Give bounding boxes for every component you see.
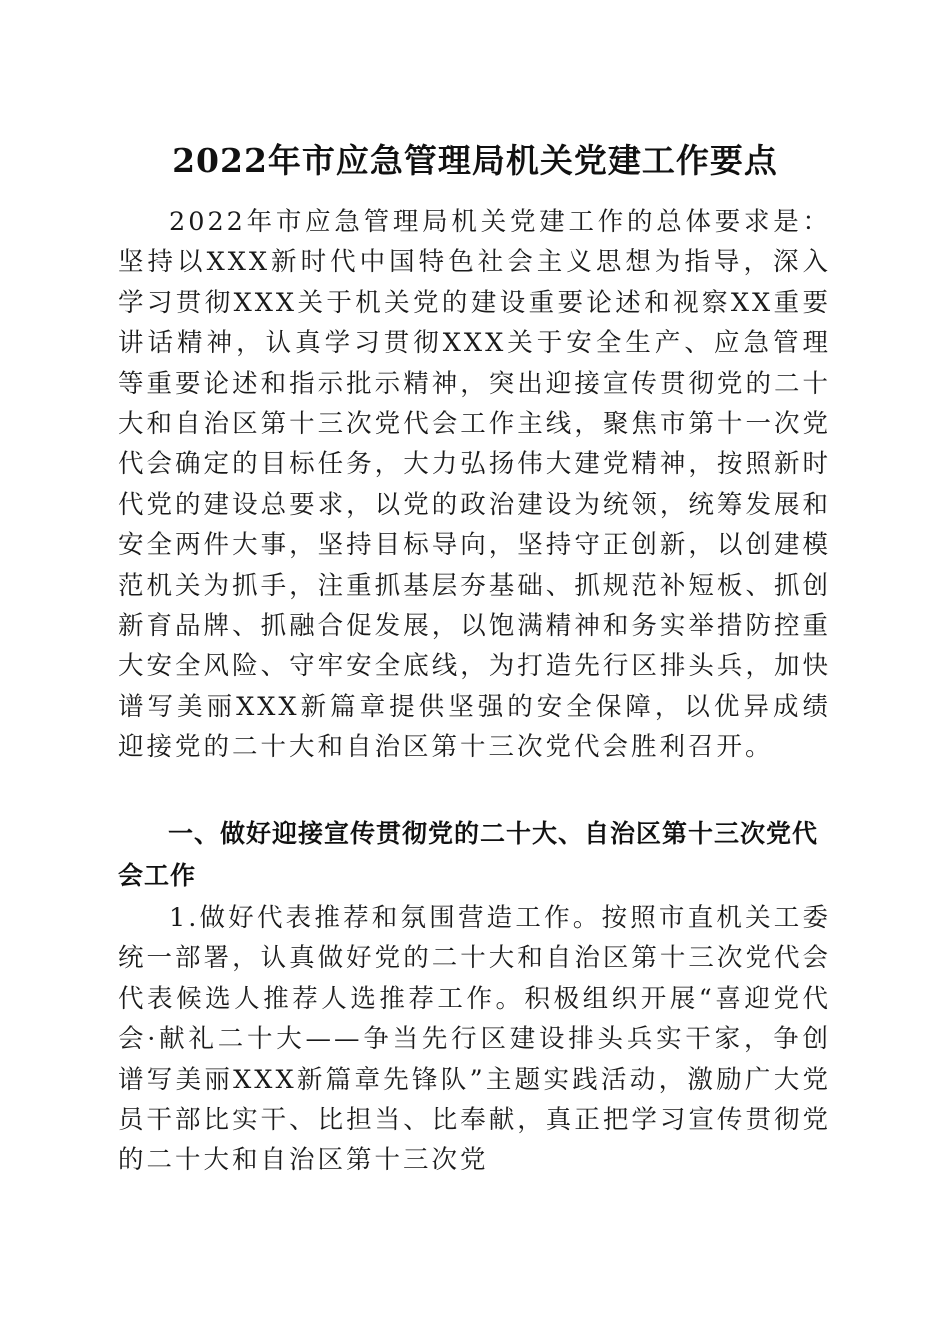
- intro-paragraph: 2022年市应急管理局机关党建工作的总体要求是：坚持以XXX新时代中国特色社会主义思想为指导，深入学习贯彻XXX关于机关党的建设重要论述和视察XX重要讲话精神，认真学习贯彻XXX关于安全生产、应急管理等重要论述和指示批示精神，突出迎接宣传贯彻党的二十大和自治区第十三次党代会工作主线，聚焦市第十一次党代会确定的目标任务，大力弘扬伟大建党精神，按照新时代党的建设总要求，以党的政治建设为统领，统筹发展和安全两件大事，坚持目标导向，坚持守正创新，以创建模范机关为抓手，注重抓基层夯基础、抓规范补短板、抓创新育品牌、抓融合促发展，以饱满精神和务实举措防控重大安全风险、守牢安全底线，为打造先行区排头兵，加快谱写美丽XXX新篇章提供坚强的安全保障，以优异成绩迎接党的二十大和自治区第十三次党代会胜利召开。: [118, 207, 831, 763]
- document-title: 2022年市应急管理局机关党建工作要点: [172, 141, 778, 180]
- section-heading-1: 一、做好迎接宣传贯彻党的二十大、自治区第十三次党代会工作: [118, 819, 819, 890]
- section-1-item-1: 1.做好代表推荐和氛围营造工作。按照市直机关工委统一部署，认真做好党的二十大和自治区第十三次党代会代表候选人推荐人选推荐工作。积极组织开展“喜迎党代会·献礼二十大——争当先行区建设排头兵实干家，争创谱写美丽XXX新篇章先锋队”主题实践活动，激励广大党员干部比实干、比担当、比奉献，真正把学习宣传贯彻党的二十大和自治区第十三次党: [118, 903, 831, 1176]
